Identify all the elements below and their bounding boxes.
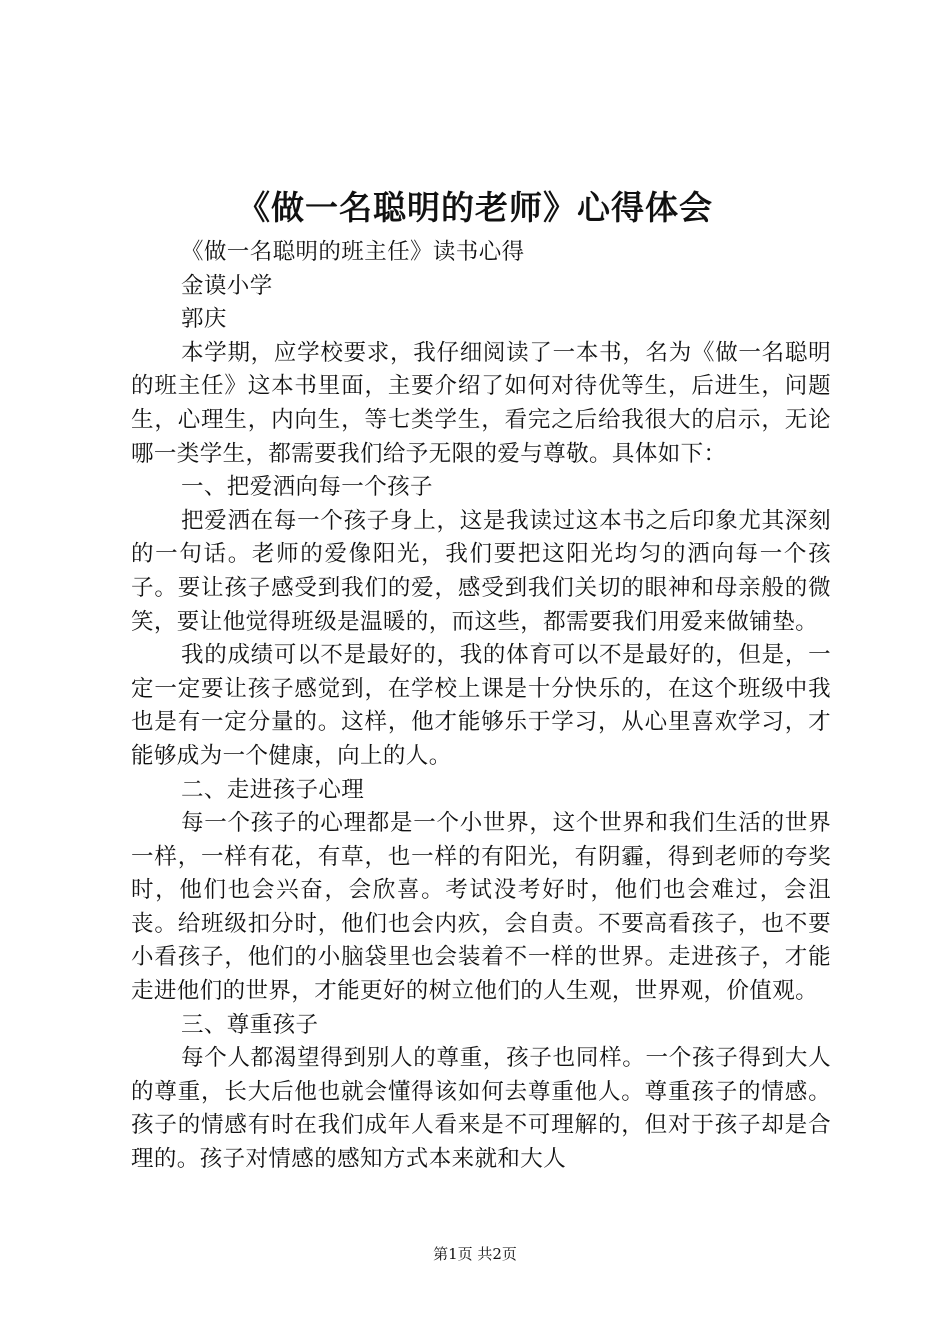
paragraph: 金谟小学 xyxy=(181,272,273,299)
paragraph: 郭庆 xyxy=(181,306,227,333)
section-heading: 一、把爱洒向每一个孩子 xyxy=(181,474,433,501)
paragraph: 每个人都渴望得到别人的尊重，孩子也同样。一个孩子得到大人的尊重，长大后他也就会懂得该如何去尊重他人。尊重孩子的情感。孩子的情感有时在我们成年人看来是不可理解的，但对于孩子却是合理的。孩子对情感的感知方式本来就和大人 xyxy=(131,1045,831,1173)
paragraph: 把爱洒在每一个孩子身上，这是我读过这本书之后印象尤其深刻的一句话。老师的爱像阳光，我们要把这阳光均匀的洒向每一个孩子。要让孩子感受到我们的爱，感受到我们关切的眼神和母亲般的微笑，要让他觉得班级是温暖的，而这些，都需要我们用爱来做铺垫。 xyxy=(131,507,831,635)
section-heading: 二、走进孩子心理 xyxy=(181,776,365,803)
paragraph: 我的成绩可以不是最好的，我的体育可以不是最好的，但是，一定一定要让孩子感觉到，在学校上课是十分快乐的，在这个班级中我也是有一定分量的。这样，他才能够乐于学习，从心里喜欢学习，才能够成为一个健康，向上的人。 xyxy=(131,642,831,769)
section-heading: 三、尊重孩子 xyxy=(181,1011,319,1038)
document-body xyxy=(131,236,831,1177)
paragraph: 《做一名聪明的班主任》读书心得 xyxy=(181,239,525,265)
paragraph: 本学期，应学校要求，我仔细阅读了一本书，名为《做一名聪明的班主任》这本书里面，主要介绍了如何对待优等生，后进生，问题生，心理生，内向生，等七类学生，看完之后给我很大的启示，无论哪一类学生，都需要我们给予无限的爱与尊敬。具体如下： xyxy=(131,339,831,467)
document-title: 《做一名聪明的老师》心得体会 xyxy=(237,188,713,227)
page-footer: 第1页 共2页 xyxy=(433,1245,517,1263)
paragraph: 每一个孩子的心理都是一个小世界，这个世界和我们生活的世界一样，一样有花，有草，也一样的有阳光，有阴霾，得到老师的夸奖时，他们也会兴奋，会欣喜。考试没考好时，他们也会难过，会沮丧。给班级扣分时，他们也会内疚，会自责。不要高看孩子，也不要小看孩子，他们的小脑袋里也会装着不一样的世界。走进孩子，才能走进他们的世界，才能更好的树立他们的人生观，世界观，价值观。 xyxy=(131,810,831,1005)
